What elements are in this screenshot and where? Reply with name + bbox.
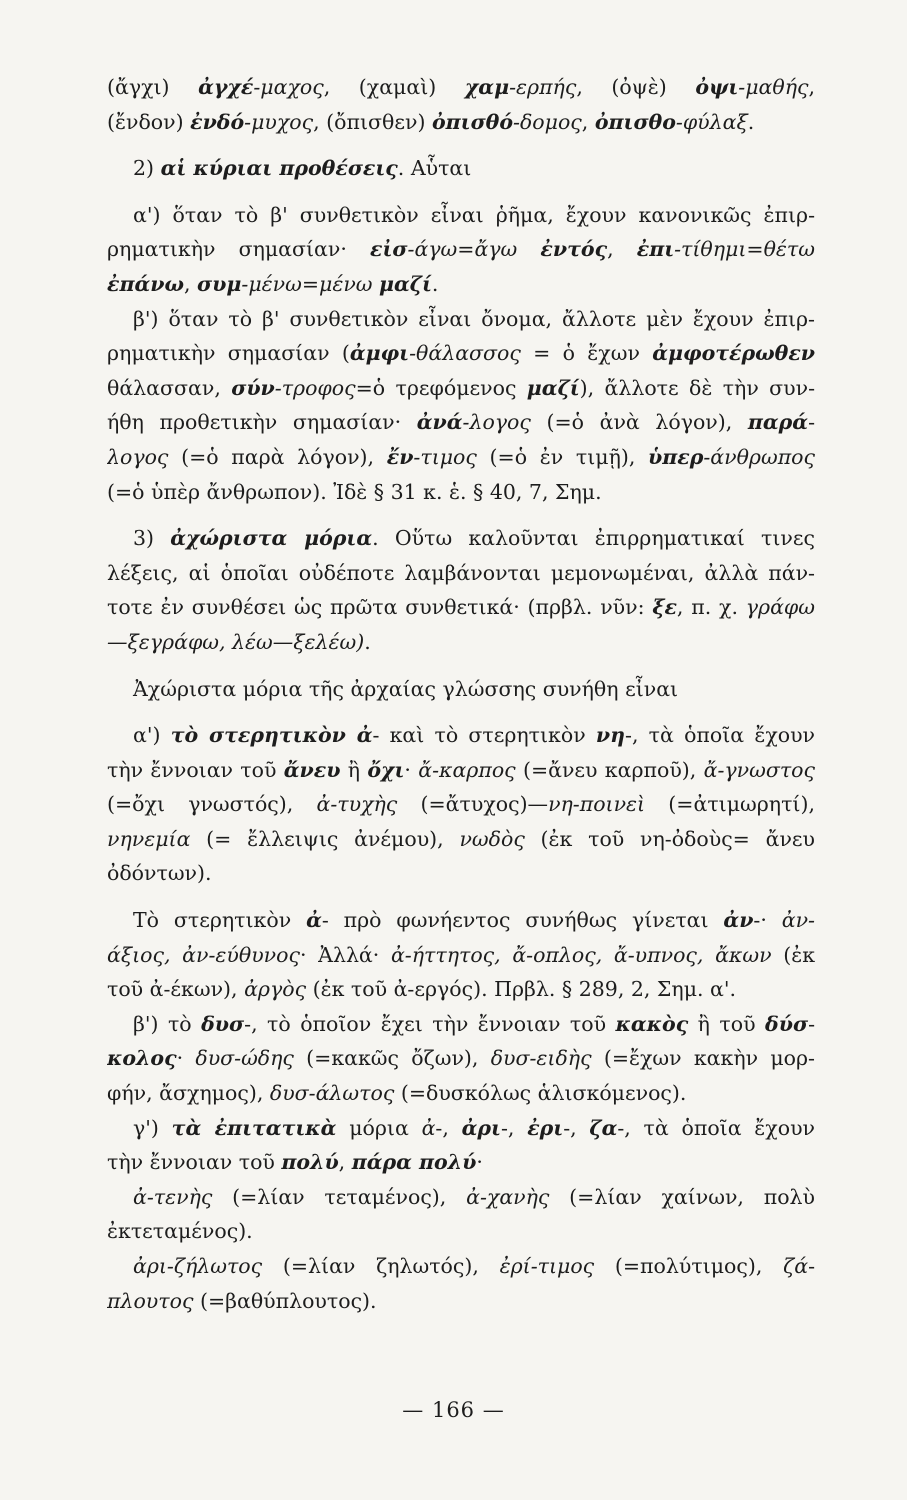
text-run: τὴν ἔννοιαν τοῦ bbox=[107, 1150, 282, 1175]
italic-term: -δομος bbox=[513, 109, 582, 134]
italic-term: γράφω bbox=[745, 595, 815, 620]
italic-term: πλουτος bbox=[107, 1288, 194, 1313]
text-run: α') ὅταν τὸ β' συνθετικὸν εἶναι ῥῆμα, ἔχουν κανονικῶς ἐπιρ- bbox=[133, 202, 815, 227]
text-line bbox=[107, 371, 815, 406]
text-line bbox=[107, 590, 815, 625]
text-run: = ὁ ἔχων bbox=[520, 341, 653, 366]
text-run: -, bbox=[435, 1115, 462, 1140]
text-run: 2) bbox=[133, 156, 161, 181]
emphasized-term: ἀρι bbox=[461, 1115, 501, 1140]
italic-term: ἀ-τυχὴς bbox=[316, 792, 398, 817]
text-run: α') bbox=[133, 723, 171, 748]
text-run: μόρια bbox=[336, 1115, 422, 1140]
text-line bbox=[107, 1249, 815, 1284]
emphasized-term: ἔν bbox=[386, 444, 414, 469]
emphasized-term: δυσ bbox=[201, 1011, 245, 1036]
text-run: (=ἔχων κακὴν μορ- bbox=[591, 1046, 815, 1071]
emphasized-term: σύν bbox=[231, 375, 275, 400]
text-run: (=ἄνευ καρποῦ), bbox=[515, 757, 704, 782]
text-run: ἐκτεταμένος). bbox=[107, 1219, 253, 1244]
emphasized-term: ἐνδό bbox=[190, 109, 245, 134]
emphasized-term: παρά bbox=[747, 410, 809, 435]
text-line bbox=[107, 556, 815, 591]
emphasized-term: ξε bbox=[652, 595, 677, 620]
italic-term: ἀν- bbox=[781, 908, 815, 933]
text-line bbox=[107, 198, 815, 233]
italic-term: -μυχος bbox=[244, 109, 314, 134]
text-run: (=λίαν ζηλωτός), bbox=[262, 1254, 500, 1278]
emphasized-term: ὄχι bbox=[367, 757, 405, 782]
italic-term: -μαθής bbox=[738, 75, 809, 99]
emphasized-term: τὰ ἐπιτατικὰ bbox=[171, 1115, 337, 1140]
section-heading bbox=[107, 151, 815, 186]
emphasized-term: τὸ στερητικὸν ἀ bbox=[170, 723, 373, 748]
italic-term: ἀ-τενὴς bbox=[133, 1184, 213, 1209]
text-run: , (χαμαὶ) bbox=[323, 75, 465, 99]
emphasized-term: ὀπισθό bbox=[431, 109, 514, 134]
text-run: -, bbox=[500, 1115, 528, 1140]
page-number: — 166 — bbox=[402, 1398, 505, 1422]
italic-term: δυσ-ώδης bbox=[195, 1046, 294, 1071]
emphasized-term: πάρα πολύ bbox=[351, 1150, 477, 1175]
emphasized-term: εἰσ bbox=[370, 237, 408, 262]
text-run: (=ὄχι γνωστός), bbox=[107, 792, 317, 817]
text-line bbox=[107, 232, 815, 267]
text-run: , π. χ. bbox=[676, 595, 746, 620]
emphasized-term: ἀγχέ bbox=[198, 75, 254, 99]
text-line bbox=[107, 267, 815, 302]
emphasized-term: ἐπι bbox=[636, 237, 675, 262]
text-line bbox=[107, 1007, 815, 1042]
italic-term: —ξεγράφω, λέω—ξελέω) bbox=[107, 629, 365, 654]
text-run: (=ὁ ἀνὰ λόγον), bbox=[530, 410, 748, 435]
text-run: ἢ bbox=[340, 757, 368, 782]
text-line bbox=[107, 1041, 815, 1076]
text-run: · bbox=[476, 1150, 483, 1175]
text-run: , bbox=[808, 75, 815, 99]
text-run: ρηματικὴν σημασίαν ( bbox=[107, 341, 350, 366]
text-line bbox=[107, 440, 815, 475]
text-run: . Αὗται bbox=[397, 156, 472, 181]
text-run: φήν, ἄσχημος), bbox=[107, 1081, 270, 1106]
text-line bbox=[107, 718, 815, 753]
text-run: -· bbox=[753, 908, 782, 933]
emphasized-term: ἀνά bbox=[416, 410, 463, 435]
emphasized-term: αἱ κύριαι προθέσεις bbox=[160, 156, 398, 181]
text-run: , (ὀψὲ) bbox=[576, 75, 696, 99]
text-line bbox=[107, 105, 815, 140]
italic-term: δυσ-ειδὴς bbox=[490, 1046, 592, 1071]
text-run: (= ἔλλειψις ἀνέμου), bbox=[190, 826, 460, 851]
italic-term: -μένω=μένω bbox=[241, 271, 380, 296]
text-run: (=ὁ ἐν τιμῇ), bbox=[476, 444, 649, 469]
text-run: , bbox=[581, 109, 595, 134]
italic-term: -τιμος bbox=[413, 444, 477, 469]
text-run: - bbox=[808, 410, 815, 435]
text-run: -, τὰ ὁποῖα ἔχουν bbox=[625, 723, 815, 748]
text-run: Ἀχώριστα μόρια τῆς ἀρχαίας γλώσσης συνήθη εἶναι bbox=[133, 676, 679, 701]
italic-term: -άγω=ἄγω bbox=[407, 237, 541, 262]
emphasized-term: ἐρι bbox=[527, 1115, 564, 1140]
italic-term: -ερπής bbox=[509, 75, 577, 99]
text-run: Τὸ στερητικὸν bbox=[133, 908, 307, 933]
text-line bbox=[107, 70, 815, 105]
text-run: (=ὁ παρὰ λόγον), bbox=[168, 444, 387, 469]
emphasized-term: ἐπάνω bbox=[107, 271, 184, 296]
italic-term: δυσ-άλωτος bbox=[269, 1081, 395, 1106]
text-run: , (ὄπισθεν) bbox=[313, 109, 432, 134]
text-run: -, bbox=[563, 1115, 590, 1140]
italic-term: -θάλασσος bbox=[409, 341, 521, 366]
emphasized-term: κολος bbox=[107, 1046, 177, 1071]
text-run: (=πολύτιμος), bbox=[594, 1254, 784, 1278]
italic-term: νωδὸς bbox=[459, 826, 525, 851]
text-line bbox=[107, 1284, 815, 1319]
text-run: , bbox=[607, 237, 637, 262]
emphasized-term: ἀχώριστα μόρια bbox=[170, 526, 373, 551]
text-line bbox=[107, 1111, 815, 1146]
emphasized-term: ἀν bbox=[723, 908, 754, 933]
text-run: τοῦ ἀ-έκων), bbox=[107, 977, 245, 1002]
emphasized-term: ὀπισθο bbox=[594, 109, 676, 134]
text-line bbox=[107, 938, 815, 973]
italic-term: νηνεμία bbox=[107, 826, 191, 851]
text-run: ), ἄλλοτε δὲ τὴν συν- bbox=[579, 375, 815, 400]
text-run: ἢ τοῦ bbox=[688, 1011, 766, 1036]
text-run: (ἐκ τοῦ νη-ὀδοὺς= ἄνευ bbox=[524, 826, 815, 851]
text-run: · bbox=[176, 1046, 196, 1071]
text-line bbox=[107, 302, 815, 337]
italic-term: -τίθημι=θέτω bbox=[674, 237, 815, 262]
emphasized-term: χαμ bbox=[464, 75, 510, 99]
text-line bbox=[107, 475, 815, 510]
text-run: , bbox=[338, 1150, 352, 1175]
text-line bbox=[107, 787, 815, 822]
text-run: , bbox=[184, 271, 198, 296]
text-line bbox=[107, 903, 815, 938]
text-run: . bbox=[364, 629, 371, 654]
text-run: (=ἀτιμωρητί), bbox=[645, 792, 815, 817]
text-run: τὴν ἔννοιαν τοῦ bbox=[107, 757, 284, 782]
text-line bbox=[107, 856, 815, 891]
text-run: . bbox=[747, 109, 755, 134]
text-run: - πρὸ φωνήεντος συνήθως γίνεται bbox=[321, 908, 724, 933]
text-run: 3) bbox=[133, 526, 171, 551]
emphasized-term: ἀμφι bbox=[349, 341, 410, 366]
text-line bbox=[107, 672, 815, 707]
section-heading bbox=[107, 521, 815, 556]
text-run: τοτε ἐν συνθέσει ὡς πρῶτα συνθετικά· (πρβλ. νῦν: bbox=[107, 595, 653, 620]
emphasized-term: συμ bbox=[197, 271, 242, 296]
italic-term: άξιος, ἀν-εύθυνος bbox=[107, 942, 300, 967]
text-line bbox=[107, 822, 815, 857]
text-line bbox=[107, 753, 815, 788]
emphasized-term: νη bbox=[595, 723, 626, 748]
text-run: (ἐκ bbox=[771, 942, 815, 967]
italic-term: -άνθρωπος bbox=[703, 444, 815, 469]
italic-term: ἀ-ήττητος, ἄ-οπλος, ἄ-υπνος, ἄκων bbox=[390, 942, 772, 967]
emphasized-term: πολύ bbox=[281, 1150, 339, 1175]
italic-term: ἀ-χανὴς bbox=[466, 1184, 550, 1209]
emphasized-term: ἄνευ bbox=[283, 757, 341, 782]
text-run: γ') bbox=[133, 1115, 172, 1140]
text-run: - bbox=[808, 1254, 815, 1278]
text-line bbox=[107, 1180, 815, 1215]
text-line bbox=[107, 336, 815, 371]
text-run: (=βαθύπλουτος). bbox=[193, 1288, 377, 1313]
emphasized-term: δύσ bbox=[765, 1011, 809, 1036]
text-run: -, τὰ ὁποῖα ἔχουν bbox=[617, 1115, 815, 1140]
text-run: ήθη προθετικὴν σημασίαν· bbox=[107, 410, 417, 435]
italic-term: λογος bbox=[107, 444, 169, 469]
text-run: ρηματικὴν σημασίαν· bbox=[107, 237, 371, 262]
text-run: (=λίαν χαίνων, πολὺ bbox=[549, 1184, 815, 1209]
text-run: (=ἄτυχος)— bbox=[397, 792, 549, 817]
emphasized-term: μαζί bbox=[526, 375, 580, 400]
italic-term: ἐρί-τιμος bbox=[499, 1254, 595, 1278]
text-run: (ἔνδον) bbox=[107, 109, 191, 134]
italic-term: ἀργὸς bbox=[244, 977, 307, 1002]
italic-term: ζά bbox=[783, 1254, 809, 1278]
italic-term: ἄ-γνωστος bbox=[703, 757, 815, 782]
text-run: (ἄγχι) bbox=[107, 75, 199, 99]
text-line bbox=[107, 1076, 815, 1111]
text-run: β') ὅταν τὸ β' συνθετικὸν εἶναι ὄνομα, ἄλλοτε μὲν ἔχουν ἐπιρ- bbox=[133, 306, 815, 331]
emphasized-term: ζα bbox=[589, 1115, 618, 1140]
text-run: (=λίαν τεταμένος), bbox=[212, 1184, 467, 1209]
text-run: =ὁ τρεφόμενος bbox=[355, 375, 527, 400]
emphasized-term: κακὸς bbox=[615, 1011, 689, 1036]
text-run: β') τὸ bbox=[133, 1011, 202, 1036]
emphasized-term: ἐντός bbox=[540, 237, 608, 262]
text-run: - bbox=[808, 1011, 815, 1036]
italic-term: -μαχος bbox=[253, 75, 324, 99]
emphasized-term: ἀ bbox=[306, 908, 322, 933]
italic-term: ἀ bbox=[421, 1115, 436, 1140]
italic-term: -τροφος bbox=[274, 375, 356, 400]
text-line bbox=[107, 625, 815, 660]
text-line bbox=[107, 1214, 815, 1249]
italic-term: -λογος bbox=[462, 410, 531, 435]
italic-term: -φύλαξ bbox=[675, 109, 748, 134]
text-run: -, τὸ ὁποῖον ἔχει τὴν ἔννοιαν τοῦ bbox=[244, 1011, 616, 1036]
emphasized-term: ὀψι bbox=[695, 75, 739, 99]
text-run: ὀδόντων). bbox=[107, 861, 212, 886]
text-run: θάλασσαν, bbox=[107, 375, 232, 400]
text-run: λέξεις, αἱ ὁποῖαι οὐδέποτε λαμβάνονται μεμονωμέναι, ἀλλὰ πάν- bbox=[107, 560, 815, 585]
text-run: · bbox=[404, 757, 419, 782]
italic-term: νη-ποινεὶ bbox=[548, 792, 646, 817]
text-run: · Ἀλλά· bbox=[299, 942, 391, 967]
italic-term: ἀρι-ζήλωτος bbox=[133, 1254, 263, 1278]
emphasized-term: μαζί bbox=[379, 271, 432, 296]
text-run: . Οὕτω καλοῦνται ἐπιρρηματικαί τινες bbox=[372, 526, 815, 551]
text-line bbox=[107, 972, 815, 1007]
text-line bbox=[107, 405, 815, 440]
text-run: - καὶ τὸ στερητικὸν bbox=[372, 723, 596, 748]
text-run: (=ὁ ὑπὲρ ἄνθρωπον). Ἰδὲ § 31 κ. ἑ. § 40, 7, Σημ. bbox=[107, 479, 602, 504]
text-line bbox=[107, 1145, 815, 1180]
text-run: . bbox=[431, 271, 439, 296]
text-run: (=κακῶς ὄζων), bbox=[293, 1046, 491, 1071]
emphasized-term: ὑπερ bbox=[648, 444, 704, 469]
text-run: (=δυσκόλως ἁλισκόμενος). bbox=[394, 1081, 687, 1106]
text-run: (ἐκ τοῦ ἀ-εργός). Πρβλ. § 289, 2, Σημ. α'. bbox=[306, 977, 737, 1002]
italic-term: ἄ-καρπος bbox=[418, 757, 516, 782]
emphasized-term: ἀμφοτέρωθεν bbox=[652, 341, 815, 366]
